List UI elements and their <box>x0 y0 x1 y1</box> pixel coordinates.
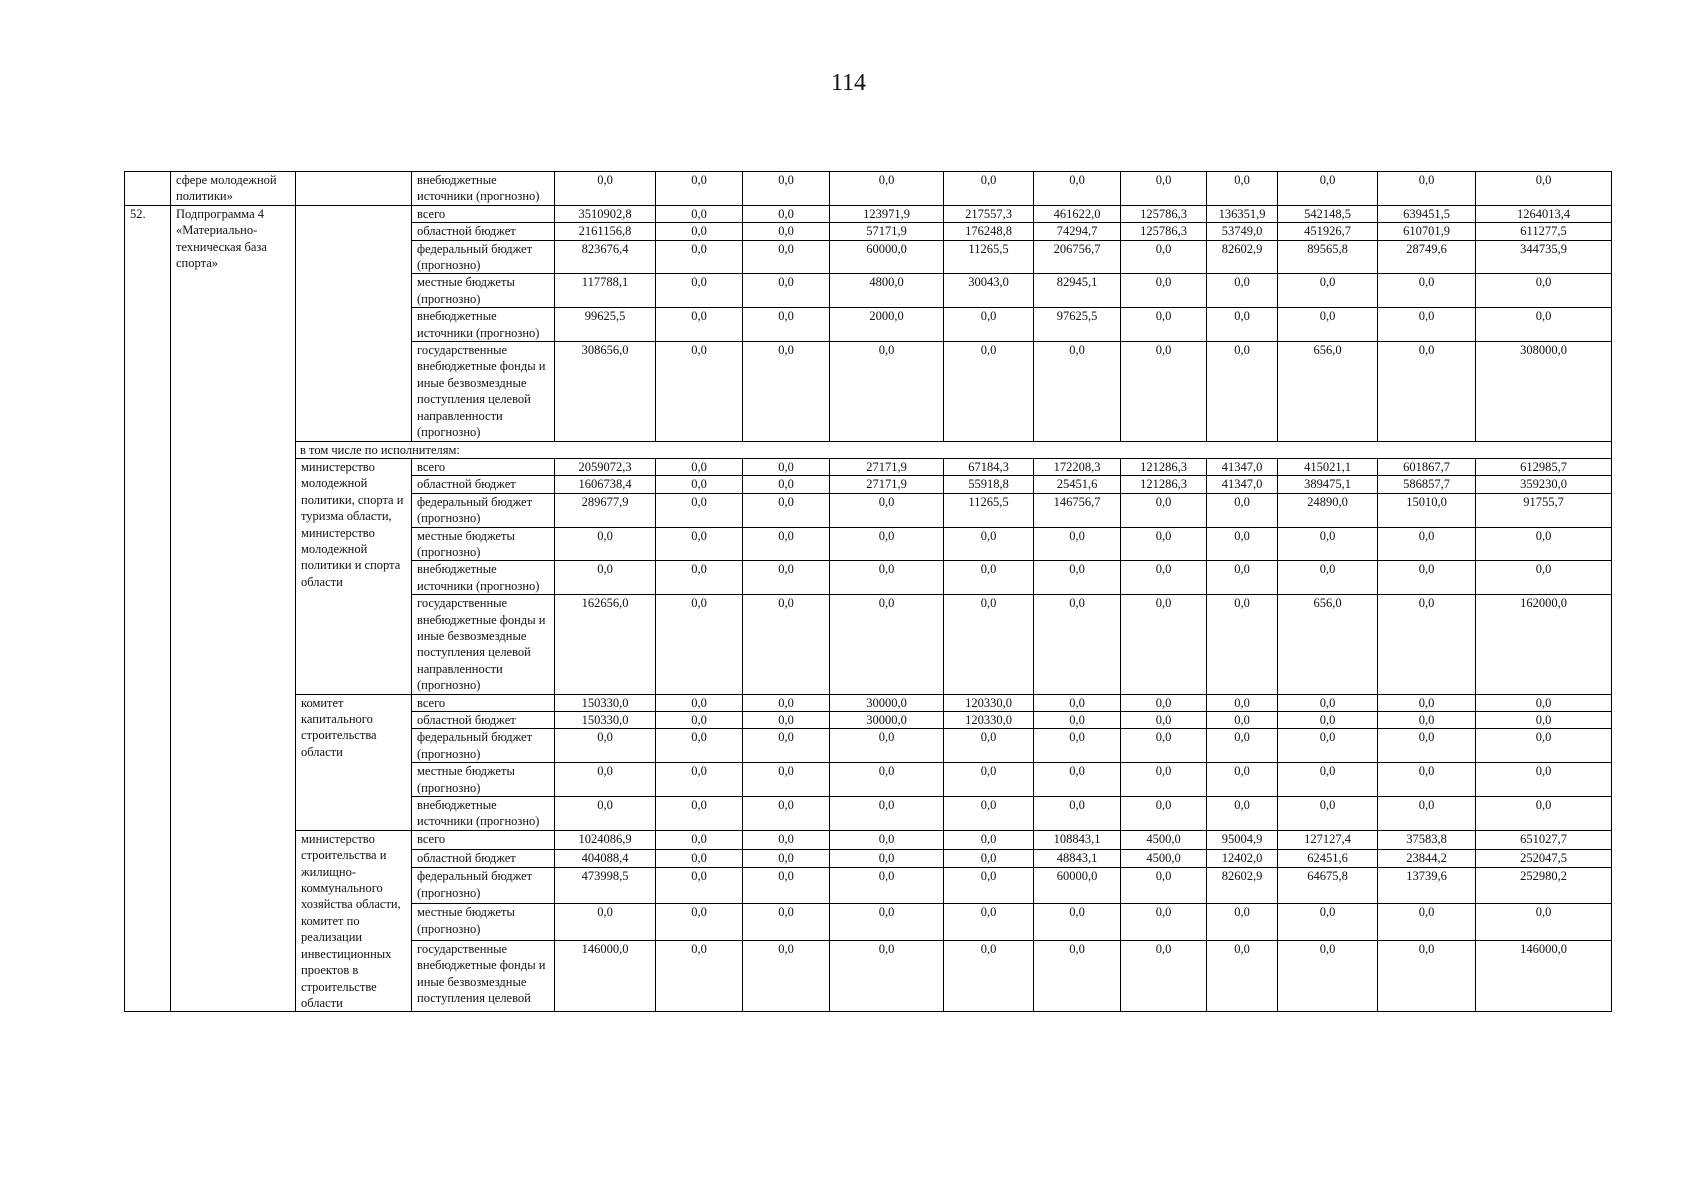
value-cell: 0,0 <box>1207 763 1278 797</box>
value-cell: 0,0 <box>743 561 830 595</box>
value-cell: 82945,1 <box>1034 274 1121 308</box>
executor-cell: комитет капитального строительства области <box>296 694 412 830</box>
value-cell: 0,0 <box>656 904 743 940</box>
value-cell: 121286,3 <box>1121 458 1207 475</box>
value-cell: 0,0 <box>656 940 743 1012</box>
value-cell: 0,0 <box>656 458 743 475</box>
value-cell: 0,0 <box>743 694 830 711</box>
value-cell: 0,0 <box>743 712 830 729</box>
value-cell: 0,0 <box>656 527 743 561</box>
value-cell: 0,0 <box>1476 763 1612 797</box>
value-cell: 0,0 <box>944 527 1034 561</box>
value-cell: 0,0 <box>1278 729 1378 763</box>
value-cell: 162656,0 <box>555 595 656 694</box>
value-cell: 0,0 <box>656 729 743 763</box>
table-row <box>125 830 1612 849</box>
value-cell: 389475,1 <box>1278 476 1378 493</box>
value-cell: 0,0 <box>743 342 830 441</box>
value-cell: 1606738,4 <box>555 476 656 493</box>
value-cell: 601867,7 <box>1378 458 1476 475</box>
value-cell: 0,0 <box>1034 595 1121 694</box>
value-cell: 252980,2 <box>1476 868 1612 904</box>
value-cell: 0,0 <box>656 308 743 342</box>
value-cell: 461622,0 <box>1034 205 1121 222</box>
source-cell: местные бюджеты (прогнозно) <box>412 527 555 561</box>
value-cell: 0,0 <box>1278 694 1378 711</box>
value-cell: 0,0 <box>1034 940 1121 1012</box>
value-cell: 60000,0 <box>830 240 944 274</box>
value-cell: 13739,6 <box>1378 868 1476 904</box>
value-cell: 0,0 <box>944 763 1034 797</box>
value-cell: 2000,0 <box>830 308 944 342</box>
value-cell: 0,0 <box>656 849 743 868</box>
value-cell: 172208,3 <box>1034 458 1121 475</box>
value-cell: 0,0 <box>1278 274 1378 308</box>
finance-table <box>124 171 1612 1012</box>
table-row <box>125 458 1612 475</box>
value-cell: 415021,1 <box>1278 458 1378 475</box>
value-cell: 0,0 <box>1207 729 1278 763</box>
value-cell: 0,0 <box>1207 712 1278 729</box>
executor-cell <box>296 172 412 206</box>
value-cell: 359230,0 <box>1476 476 1612 493</box>
value-cell: 0,0 <box>1378 308 1476 342</box>
executors-caption-row <box>125 441 1612 458</box>
value-cell: 612985,7 <box>1476 458 1612 475</box>
source-cell: федеральный бюджет (прогнозно) <box>412 493 555 527</box>
value-cell: 656,0 <box>1278 342 1378 441</box>
value-cell: 0,0 <box>1121 595 1207 694</box>
value-cell: 0,0 <box>1378 940 1476 1012</box>
value-cell: 0,0 <box>656 797 743 831</box>
source-cell: областной бюджет <box>412 712 555 729</box>
value-cell: 0,0 <box>743 729 830 763</box>
value-cell: 0,0 <box>1121 240 1207 274</box>
value-cell: 0,0 <box>743 868 830 904</box>
value-cell: 0,0 <box>555 527 656 561</box>
value-cell: 0,0 <box>830 849 944 868</box>
source-cell: внебюджетные источники (прогнозно) <box>412 797 555 831</box>
value-cell: 206756,7 <box>1034 240 1121 274</box>
source-cell: местные бюджеты (прогнозно) <box>412 904 555 940</box>
source-cell: всего <box>412 694 555 711</box>
row-number-cell <box>125 172 171 206</box>
value-cell: 0,0 <box>1476 561 1612 595</box>
value-cell: 0,0 <box>1207 172 1278 206</box>
value-cell: 125786,3 <box>1121 205 1207 222</box>
value-cell: 0,0 <box>1207 561 1278 595</box>
source-cell: федеральный бюджет (прогнозно) <box>412 868 555 904</box>
value-cell: 176248,8 <box>944 223 1034 240</box>
value-cell: 0,0 <box>944 797 1034 831</box>
source-cell: всего <box>412 458 555 475</box>
value-cell: 0,0 <box>830 904 944 940</box>
value-cell: 610701,9 <box>1378 223 1476 240</box>
value-cell: 0,0 <box>1476 797 1612 831</box>
value-cell: 0,0 <box>743 797 830 831</box>
value-cell: 0,0 <box>1476 694 1612 711</box>
value-cell: 82602,9 <box>1207 240 1278 274</box>
value-cell: 4500,0 <box>1121 830 1207 849</box>
value-cell: 0,0 <box>1034 172 1121 206</box>
value-cell: 0,0 <box>1034 712 1121 729</box>
source-cell: федеральный бюджет (прогнозно) <box>412 240 555 274</box>
value-cell: 0,0 <box>1476 729 1612 763</box>
value-cell: 0,0 <box>1121 561 1207 595</box>
value-cell: 120330,0 <box>944 712 1034 729</box>
value-cell: 91755,7 <box>1476 493 1612 527</box>
table-row <box>125 172 1612 206</box>
value-cell: 0,0 <box>830 172 944 206</box>
value-cell: 0,0 <box>1378 729 1476 763</box>
executors-caption: в том числе по исполнителям: <box>296 441 1612 458</box>
value-cell: 0,0 <box>1034 763 1121 797</box>
value-cell: 108843,1 <box>1034 830 1121 849</box>
value-cell: 0,0 <box>1476 274 1612 308</box>
value-cell: 0,0 <box>1378 527 1476 561</box>
value-cell: 0,0 <box>944 904 1034 940</box>
source-cell: областной бюджет <box>412 849 555 868</box>
value-cell: 308656,0 <box>555 342 656 441</box>
value-cell: 0,0 <box>1278 797 1378 831</box>
value-cell: 2059072,3 <box>555 458 656 475</box>
value-cell: 0,0 <box>1476 172 1612 206</box>
value-cell: 30000,0 <box>830 712 944 729</box>
source-cell: внебюджетные источники (прогнозно) <box>412 561 555 595</box>
value-cell: 0,0 <box>1121 763 1207 797</box>
value-cell: 0,0 <box>1378 274 1476 308</box>
program-name-cell: сфере молодежной политики» <box>171 172 296 206</box>
value-cell: 0,0 <box>1121 904 1207 940</box>
value-cell: 823676,4 <box>555 240 656 274</box>
executor-cell <box>296 205 412 441</box>
source-cell: государственные внебюджетные фонды и иные безвозмездные поступления целевой направленности (прогнозно) <box>412 595 555 694</box>
value-cell: 62451,6 <box>1278 849 1378 868</box>
value-cell: 0,0 <box>1278 940 1378 1012</box>
value-cell: 0,0 <box>1207 342 1278 441</box>
value-cell: 0,0 <box>555 561 656 595</box>
value-cell: 57171,9 <box>830 223 944 240</box>
value-cell: 0,0 <box>1121 694 1207 711</box>
value-cell: 48843,1 <box>1034 849 1121 868</box>
value-cell: 0,0 <box>830 561 944 595</box>
value-cell: 0,0 <box>656 172 743 206</box>
value-cell: 41347,0 <box>1207 476 1278 493</box>
value-cell: 0,0 <box>1121 274 1207 308</box>
value-cell: 451926,7 <box>1278 223 1378 240</box>
value-cell: 99625,5 <box>555 308 656 342</box>
value-cell: 89565,8 <box>1278 240 1378 274</box>
value-cell: 0,0 <box>1378 712 1476 729</box>
value-cell: 0,0 <box>656 830 743 849</box>
value-cell: 0,0 <box>743 849 830 868</box>
value-cell: 0,0 <box>656 763 743 797</box>
value-cell: 252047,5 <box>1476 849 1612 868</box>
value-cell: 656,0 <box>1278 595 1378 694</box>
value-cell: 127127,4 <box>1278 830 1378 849</box>
value-cell: 0,0 <box>1121 527 1207 561</box>
value-cell: 0,0 <box>743 830 830 849</box>
value-cell: 25451,6 <box>1034 476 1121 493</box>
value-cell: 0,0 <box>830 797 944 831</box>
value-cell: 0,0 <box>1207 595 1278 694</box>
row-number-cell: 52. <box>125 205 171 1012</box>
value-cell: 308000,0 <box>1476 342 1612 441</box>
value-cell: 0,0 <box>1034 527 1121 561</box>
value-cell: 0,0 <box>1278 561 1378 595</box>
value-cell: 0,0 <box>743 274 830 308</box>
source-cell: всего <box>412 830 555 849</box>
value-cell: 0,0 <box>656 240 743 274</box>
value-cell: 651027,7 <box>1476 830 1612 849</box>
value-cell: 1264013,4 <box>1476 205 1612 222</box>
source-cell: государственные внебюджетные фонды и иные безвозмездные поступления целевой <box>412 940 555 1012</box>
source-cell: внебюджетные источники (прогнозно) <box>412 172 555 206</box>
value-cell: 0,0 <box>656 205 743 222</box>
value-cell: 0,0 <box>1121 868 1207 904</box>
value-cell: 41347,0 <box>1207 458 1278 475</box>
value-cell: 0,0 <box>944 849 1034 868</box>
value-cell: 23844,2 <box>1378 849 1476 868</box>
value-cell: 0,0 <box>1121 712 1207 729</box>
value-cell: 15010,0 <box>1378 493 1476 527</box>
value-cell: 0,0 <box>1207 940 1278 1012</box>
value-cell: 0,0 <box>1121 797 1207 831</box>
value-cell: 0,0 <box>944 729 1034 763</box>
value-cell: 0,0 <box>743 205 830 222</box>
value-cell: 0,0 <box>1476 712 1612 729</box>
value-cell: 60000,0 <box>1034 868 1121 904</box>
value-cell: 0,0 <box>1121 342 1207 441</box>
value-cell: 0,0 <box>1034 342 1121 441</box>
value-cell: 27171,9 <box>830 476 944 493</box>
value-cell: 55918,8 <box>944 476 1034 493</box>
source-cell: внебюджетные источники (прогнозно) <box>412 308 555 342</box>
value-cell: 0,0 <box>1207 694 1278 711</box>
value-cell: 0,0 <box>1034 904 1121 940</box>
executor-cell: министерство молодежной политики, спорта и туризма области, министерство молодежной политики и спорта области <box>296 458 412 694</box>
value-cell: 344735,9 <box>1476 240 1612 274</box>
value-cell: 0,0 <box>1278 527 1378 561</box>
executor-cell: министерство строительства и жилищно-коммунального хозяйства области, комитет по реализации инвестиционных проектов в строительстве области <box>296 830 412 1011</box>
value-cell: 12402,0 <box>1207 849 1278 868</box>
value-cell: 0,0 <box>656 561 743 595</box>
value-cell: 117788,1 <box>555 274 656 308</box>
value-cell: 2161156,8 <box>555 223 656 240</box>
value-cell: 120330,0 <box>944 694 1034 711</box>
value-cell: 0,0 <box>656 712 743 729</box>
value-cell: 146756,7 <box>1034 493 1121 527</box>
value-cell: 0,0 <box>656 476 743 493</box>
value-cell: 82602,9 <box>1207 868 1278 904</box>
value-cell: 97625,5 <box>1034 308 1121 342</box>
value-cell: 4500,0 <box>1121 849 1207 868</box>
value-cell: 0,0 <box>1207 527 1278 561</box>
table-body <box>125 172 1612 1012</box>
source-cell: областной бюджет <box>412 476 555 493</box>
value-cell: 0,0 <box>1476 527 1612 561</box>
value-cell: 0,0 <box>743 240 830 274</box>
value-cell: 0,0 <box>1278 308 1378 342</box>
value-cell: 53749,0 <box>1207 223 1278 240</box>
value-cell: 0,0 <box>1378 595 1476 694</box>
value-cell: 27171,9 <box>830 458 944 475</box>
value-cell: 0,0 <box>1207 797 1278 831</box>
value-cell: 0,0 <box>555 172 656 206</box>
value-cell: 121286,3 <box>1121 476 1207 493</box>
value-cell: 0,0 <box>1378 694 1476 711</box>
value-cell: 0,0 <box>830 763 944 797</box>
value-cell: 30043,0 <box>944 274 1034 308</box>
value-cell: 24890,0 <box>1278 493 1378 527</box>
value-cell: 0,0 <box>1121 493 1207 527</box>
value-cell: 162000,0 <box>1476 595 1612 694</box>
value-cell: 0,0 <box>1378 561 1476 595</box>
value-cell: 0,0 <box>1207 493 1278 527</box>
value-cell: 0,0 <box>1034 561 1121 595</box>
value-cell: 125786,3 <box>1121 223 1207 240</box>
value-cell: 11265,5 <box>944 240 1034 274</box>
value-cell: 136351,9 <box>1207 205 1278 222</box>
value-cell: 0,0 <box>944 172 1034 206</box>
value-cell: 0,0 <box>944 940 1034 1012</box>
value-cell: 3510902,8 <box>555 205 656 222</box>
value-cell: 0,0 <box>1378 904 1476 940</box>
source-cell: областной бюджет <box>412 223 555 240</box>
value-cell: 0,0 <box>656 274 743 308</box>
value-cell: 0,0 <box>656 868 743 904</box>
value-cell: 0,0 <box>1278 172 1378 206</box>
value-cell: 64675,8 <box>1278 868 1378 904</box>
value-cell: 150330,0 <box>555 712 656 729</box>
value-cell: 0,0 <box>555 729 656 763</box>
program-name-cell: Подпрограмма 4 «Материально-техническая база спорта» <box>171 205 296 1012</box>
value-cell: 639451,5 <box>1378 205 1476 222</box>
value-cell: 30000,0 <box>830 694 944 711</box>
value-cell: 0,0 <box>743 223 830 240</box>
value-cell: 586857,7 <box>1378 476 1476 493</box>
value-cell: 146000,0 <box>1476 940 1612 1012</box>
value-cell: 0,0 <box>1034 797 1121 831</box>
value-cell: 0,0 <box>743 458 830 475</box>
value-cell: 0,0 <box>743 308 830 342</box>
value-cell: 0,0 <box>656 493 743 527</box>
value-cell: 217557,3 <box>944 205 1034 222</box>
source-cell: государственные внебюджетные фонды и иные безвозмездные поступления целевой направленности (прогнозно) <box>412 342 555 441</box>
value-cell: 0,0 <box>830 940 944 1012</box>
value-cell: 4800,0 <box>830 274 944 308</box>
value-cell: 0,0 <box>830 342 944 441</box>
value-cell: 0,0 <box>1034 694 1121 711</box>
value-cell: 67184,3 <box>944 458 1034 475</box>
value-cell: 0,0 <box>656 223 743 240</box>
value-cell: 0,0 <box>1278 712 1378 729</box>
value-cell: 542148,5 <box>1278 205 1378 222</box>
value-cell: 0,0 <box>1378 342 1476 441</box>
value-cell: 11265,5 <box>944 493 1034 527</box>
value-cell: 0,0 <box>830 493 944 527</box>
page-number: 114 <box>830 70 867 96</box>
value-cell: 0,0 <box>1121 308 1207 342</box>
value-cell: 0,0 <box>1207 904 1278 940</box>
value-cell: 0,0 <box>1278 904 1378 940</box>
value-cell: 0,0 <box>944 830 1034 849</box>
value-cell: 0,0 <box>656 342 743 441</box>
value-cell: 289677,9 <box>555 493 656 527</box>
value-cell: 0,0 <box>743 763 830 797</box>
value-cell: 150330,0 <box>555 694 656 711</box>
value-cell: 0,0 <box>1207 308 1278 342</box>
value-cell: 0,0 <box>1476 904 1612 940</box>
value-cell: 0,0 <box>830 527 944 561</box>
value-cell: 0,0 <box>944 342 1034 441</box>
value-cell: 0,0 <box>944 595 1034 694</box>
value-cell: 0,0 <box>1121 940 1207 1012</box>
value-cell: 0,0 <box>1378 172 1476 206</box>
value-cell: 28749,6 <box>1378 240 1476 274</box>
value-cell: 1024086,9 <box>555 830 656 849</box>
value-cell: 404088,4 <box>555 849 656 868</box>
value-cell: 0,0 <box>1378 797 1476 831</box>
value-cell: 0,0 <box>830 595 944 694</box>
value-cell: 0,0 <box>1121 729 1207 763</box>
source-cell: местные бюджеты (прогнозно) <box>412 763 555 797</box>
value-cell: 0,0 <box>1207 274 1278 308</box>
value-cell: 0,0 <box>656 595 743 694</box>
value-cell: 74294,7 <box>1034 223 1121 240</box>
value-cell: 473998,5 <box>555 868 656 904</box>
value-cell: 0,0 <box>743 595 830 694</box>
value-cell: 0,0 <box>830 729 944 763</box>
value-cell: 0,0 <box>1034 729 1121 763</box>
value-cell: 146000,0 <box>555 940 656 1012</box>
value-cell: 0,0 <box>944 868 1034 904</box>
value-cell: 95004,9 <box>1207 830 1278 849</box>
value-cell: 0,0 <box>944 308 1034 342</box>
table-row <box>125 694 1612 711</box>
value-cell: 0,0 <box>555 797 656 831</box>
value-cell: 0,0 <box>743 904 830 940</box>
value-cell: 0,0 <box>1378 763 1476 797</box>
value-cell: 0,0 <box>743 172 830 206</box>
value-cell: 0,0 <box>830 868 944 904</box>
value-cell: 0,0 <box>743 940 830 1012</box>
value-cell: 611277,5 <box>1476 223 1612 240</box>
source-cell: всего <box>412 205 555 222</box>
value-cell: 0,0 <box>1476 308 1612 342</box>
value-cell: 0,0 <box>743 527 830 561</box>
value-cell: 123971,9 <box>830 205 944 222</box>
value-cell: 0,0 <box>743 493 830 527</box>
value-cell: 0,0 <box>555 763 656 797</box>
value-cell: 0,0 <box>656 694 743 711</box>
value-cell: 0,0 <box>944 561 1034 595</box>
source-cell: федеральный бюджет (прогнозно) <box>412 729 555 763</box>
table-row <box>125 205 1612 222</box>
value-cell: 0,0 <box>1121 172 1207 206</box>
value-cell: 37583,8 <box>1378 830 1476 849</box>
value-cell: 0,0 <box>1278 763 1378 797</box>
value-cell: 0,0 <box>830 830 944 849</box>
value-cell: 0,0 <box>555 904 656 940</box>
source-cell: местные бюджеты (прогнозно) <box>412 274 555 308</box>
value-cell: 0,0 <box>743 476 830 493</box>
